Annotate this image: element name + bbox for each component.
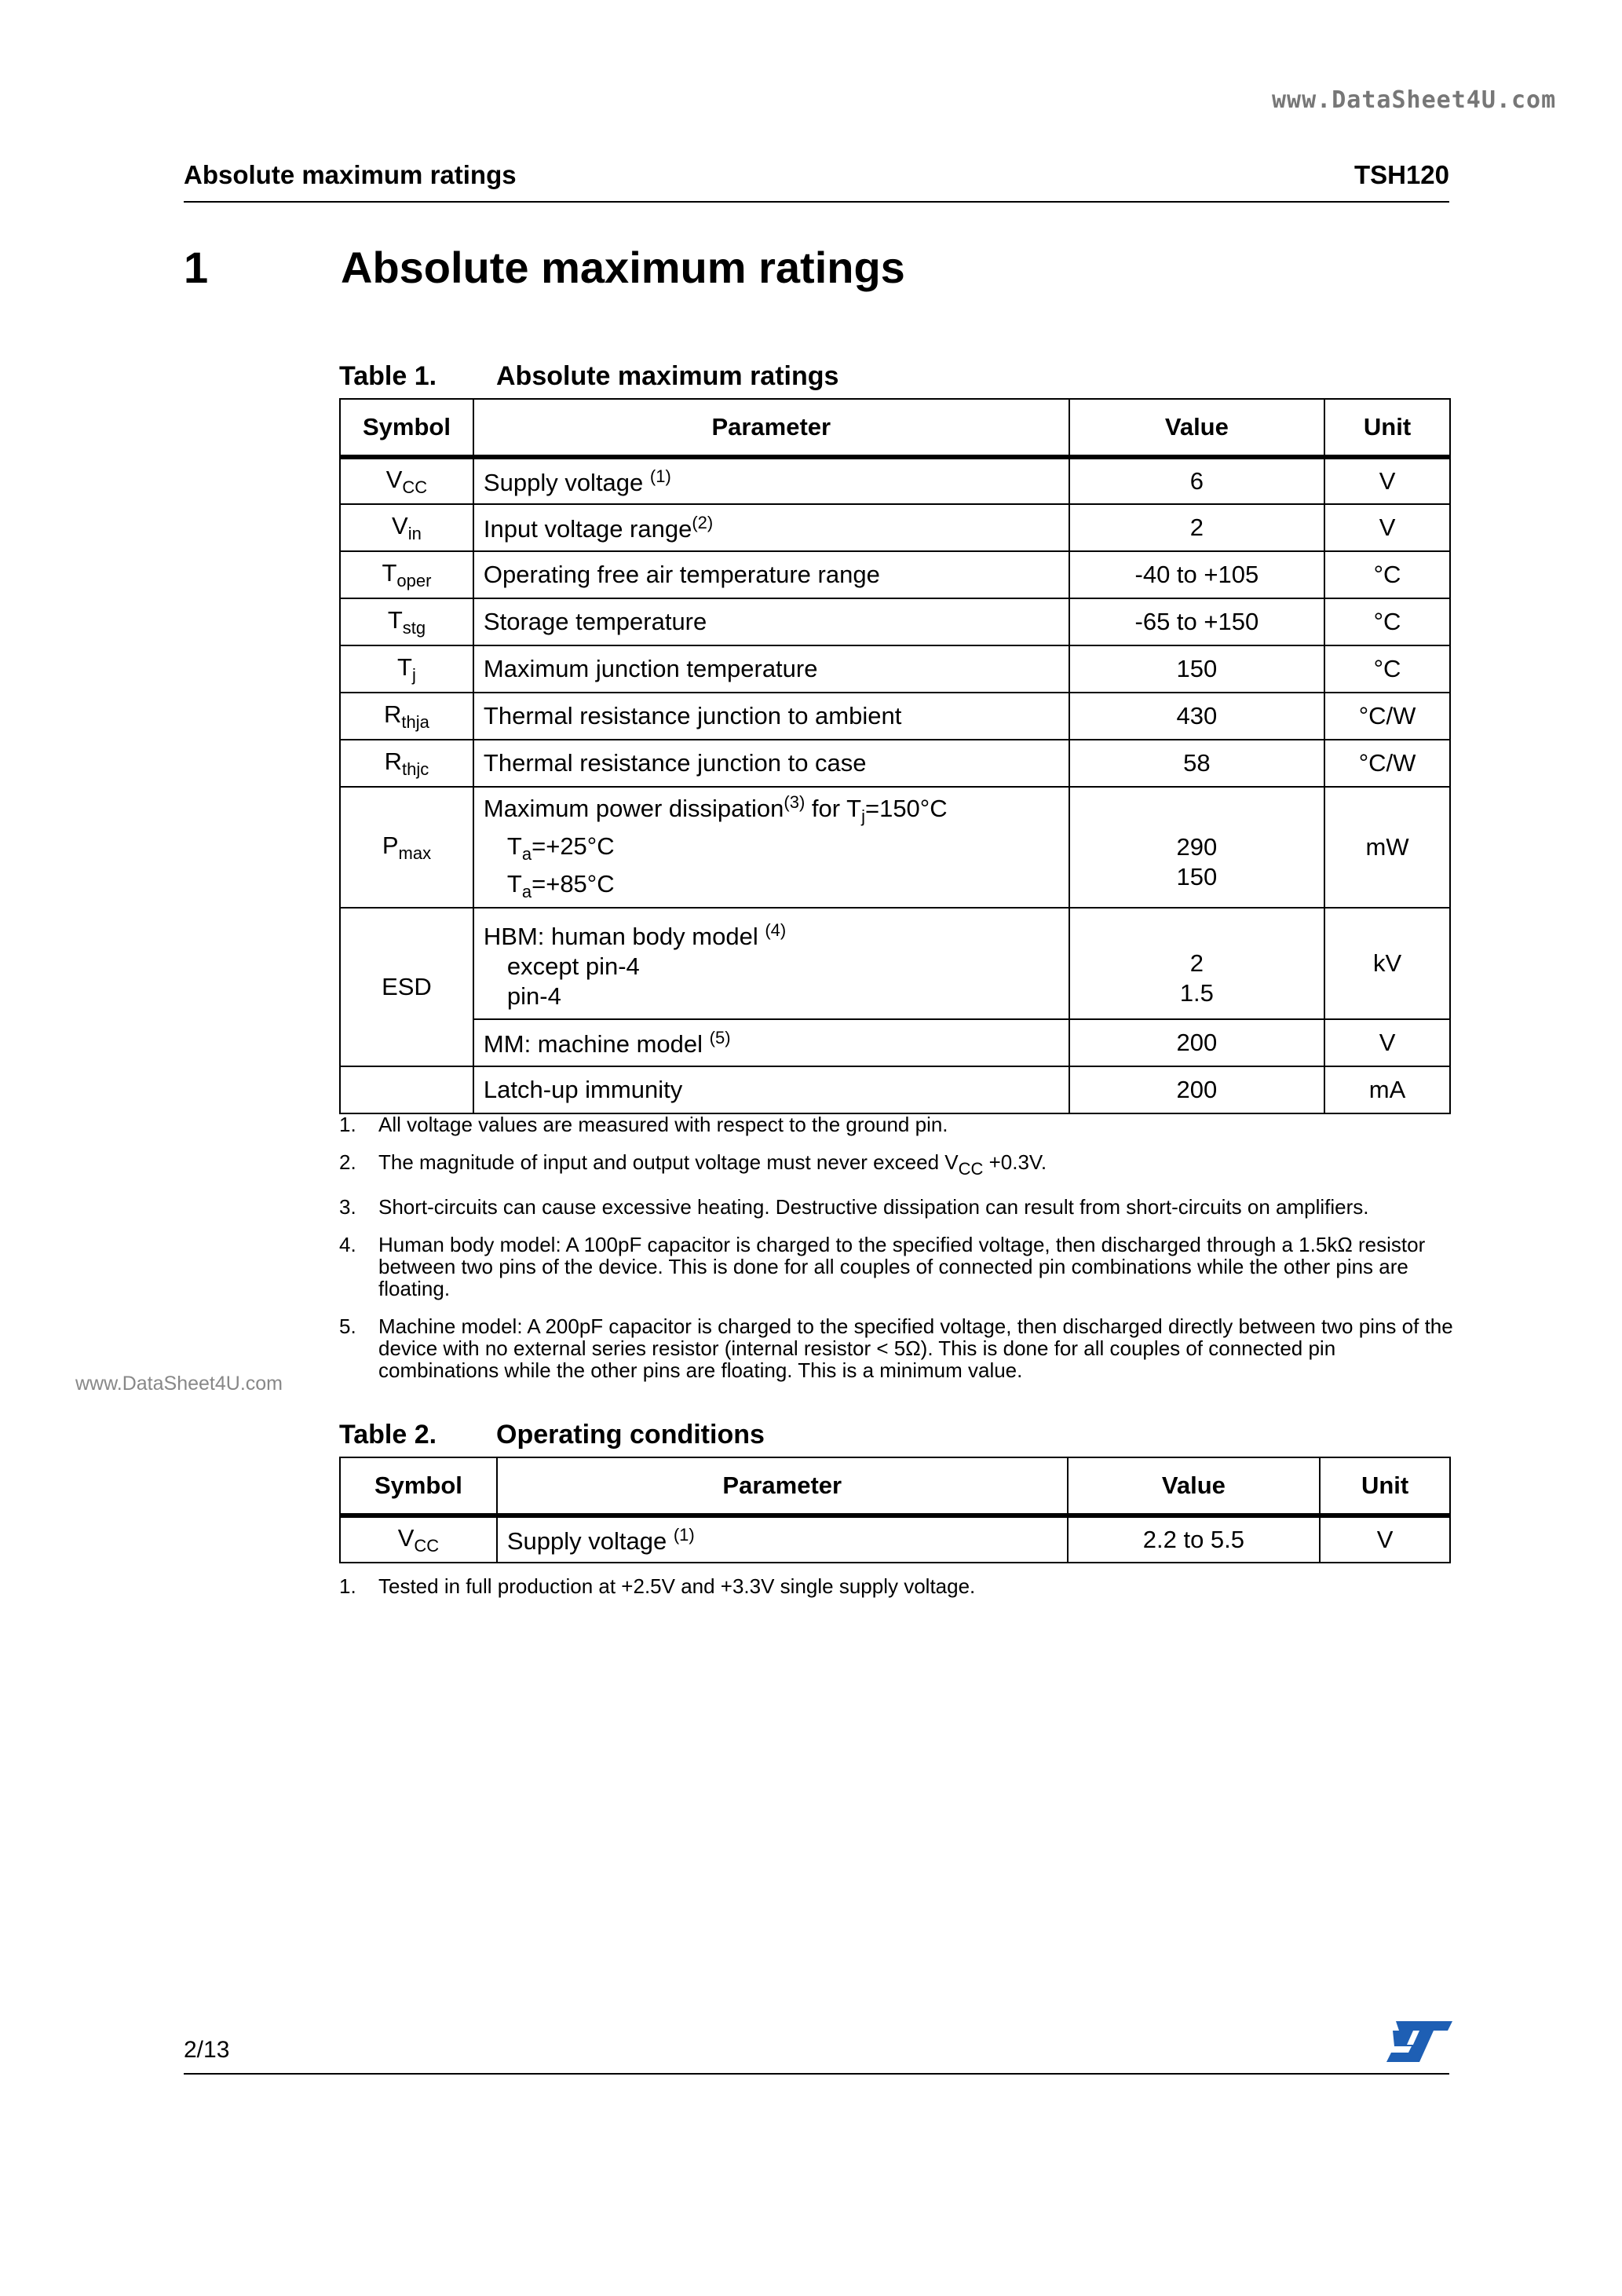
row-parameter: Maximum junction temperature: [473, 645, 1069, 693]
row-unit: V: [1320, 1515, 1450, 1563]
header-value: Value: [1069, 399, 1324, 457]
table2-label: Table 2.: [339, 1420, 437, 1450]
header-parameter: Parameter: [473, 399, 1069, 457]
footnote: 2. The magnitude of input and output voltage must never exceed $V_{CC} +0.3V$.: [339, 1150, 1047, 1179]
row-value: 150: [1069, 645, 1324, 693]
row-unit: V: [1324, 457, 1450, 504]
table-row-esd-hbm: [340, 908, 1450, 1019]
row-unit: mW: [1324, 787, 1450, 908]
row-parameter: Supply voltage $^{(1)}$: [473, 457, 1069, 504]
operating-conditions-table: [339, 1457, 1451, 1563]
row-unit: °C/W: [1324, 693, 1450, 740]
row-symbol: $R_{thjc}$: [340, 740, 473, 787]
row-parameter: Input voltage range$^{(2)}$: [473, 504, 1069, 551]
table-row: [340, 645, 1450, 693]
row-value: 6: [1069, 457, 1324, 504]
watermark-side: www.DataSheet4U.com: [75, 1373, 283, 1395]
row-unit: °C: [1324, 645, 1450, 693]
table-row: [340, 1515, 1450, 1563]
row-parameter: Thermal resistance junction to case: [473, 740, 1069, 787]
row-parameter: Operating free air temperature range: [473, 551, 1069, 598]
table1-label: Table 1.: [339, 361, 437, 391]
section-number: 1: [184, 243, 209, 292]
st-logo-icon: [1385, 2020, 1452, 2067]
row-symbol: $T_{oper}$: [340, 551, 473, 598]
row-symbol: $V_{in}$: [340, 504, 473, 551]
footnote: 5. Machine model: A 200pF capacitor is charged to the specified voltage, then discharged directly between two pins of the device with no external series resistor (internal resistor < 5Ω). This is done for all couples of connected pin combinations while the other pins are floating. This is a minimum value.: [339, 1314, 1453, 1382]
footer-rule: [184, 2073, 1449, 2075]
row-symbol: ESD: [340, 908, 473, 1066]
row-unit: V: [1324, 504, 1450, 551]
table-row-latch: [340, 1066, 1450, 1113]
footnote: 3. Short-circuits can cause excessive heating. Destructive dissipation can result from short-circuits on amplifiers.: [339, 1195, 1369, 1219]
table-row: [340, 551, 1450, 598]
header-rule: [184, 201, 1449, 203]
section-title: Absolute maximum ratings: [341, 243, 905, 292]
row-value: -40 to +105: [1069, 551, 1324, 598]
row-unit: °C/W: [1324, 740, 1450, 787]
row-unit: kV: [1324, 908, 1450, 1019]
row-symbol: $P_{max}$: [340, 787, 473, 908]
row-parameter: HBM: human body model $^{(4)}$ except pin-4 pin-4: [473, 908, 1069, 1019]
table1-notes: [339, 1113, 1454, 1397]
table-row: [340, 598, 1450, 645]
table-row: [340, 504, 1450, 551]
row-symbol-empty: [340, 1066, 473, 1113]
row-symbol: $R_{thja}$: [340, 693, 473, 740]
footnote: 1. Tested in full production at +2.5V and +3.3V single supply voltage.: [339, 1574, 976, 1598]
header-symbol: Symbol: [340, 1457, 497, 1515]
row-value: 2: [1069, 504, 1324, 551]
row-unit: °C: [1324, 598, 1450, 645]
header-unit: Unit: [1324, 399, 1450, 457]
table-row: [340, 693, 1450, 740]
row-parameter: Supply voltage $^{(1)}$: [497, 1515, 1068, 1563]
table1-title: Absolute maximum ratings: [496, 361, 839, 391]
row-symbol: $V_{CC}$: [340, 457, 473, 504]
row-value: 200: [1069, 1066, 1324, 1113]
running-header-title: Absolute maximum ratings: [184, 160, 517, 189]
row-value: 2 1.5: [1069, 908, 1324, 1019]
row-value: 290 150: [1069, 787, 1324, 908]
row-unit: °C: [1324, 551, 1450, 598]
table2-notes: [339, 1575, 1454, 1613]
table-row-esd-mm: [340, 1019, 1450, 1066]
header-parameter: Parameter: [497, 1457, 1068, 1515]
row-unit: mA: [1324, 1066, 1450, 1113]
row-unit: V: [1324, 1019, 1450, 1066]
header-symbol: Symbol: [340, 399, 473, 457]
running-header-part: TSH120: [1353, 160, 1449, 189]
table-row: [340, 740, 1450, 787]
header-unit: Unit: [1320, 1457, 1450, 1515]
footnote: 1. All voltage values are measured with respect to the ground pin.: [339, 1113, 948, 1136]
table2-title: Operating conditions: [496, 1420, 765, 1450]
table-row: [340, 457, 1450, 504]
row-value: 2.2 to 5.5: [1068, 1515, 1321, 1563]
row-symbol: $T_j$: [340, 645, 473, 693]
row-parameter: Storage temperature: [473, 598, 1069, 645]
row-parameter: Maximum power dissipation$^{(3)}$ for $T_j=150^\circ C$ $T_a=+25^\circ C$ $T_a=+85^\circ C$: [473, 787, 1069, 908]
table-header-row: [340, 399, 1450, 457]
row-value: 430: [1069, 693, 1324, 740]
header-value: Value: [1068, 1457, 1321, 1515]
row-parameter: MM: machine model $^{(5)}$: [473, 1019, 1069, 1066]
footnote: 4. Human body model: A 100pF capacitor is charged to the specified voltage, then discharged through a 1.5kΩ resistor between two pins of the device. This is done for all couples of connected pin combinations while the other pins are floating.: [339, 1233, 1426, 1300]
row-value: -65 to +150: [1069, 598, 1324, 645]
row-symbol: $V_{CC}$: [340, 1515, 497, 1563]
row-symbol: $T_{stg}$: [340, 598, 473, 645]
table-header-row: [340, 1457, 1450, 1515]
watermark-top: www.DataSheet4U.com: [1272, 86, 1557, 114]
row-parameter: Latch-up immunity: [473, 1066, 1069, 1113]
absolute-max-ratings-table: [339, 398, 1451, 1114]
row-parameter: Thermal resistance junction to ambient: [473, 693, 1069, 740]
table-row-pmax: [340, 787, 1450, 908]
page-number: 2/13: [184, 2037, 230, 2063]
row-value: 58: [1069, 740, 1324, 787]
row-value: 200: [1069, 1019, 1324, 1066]
